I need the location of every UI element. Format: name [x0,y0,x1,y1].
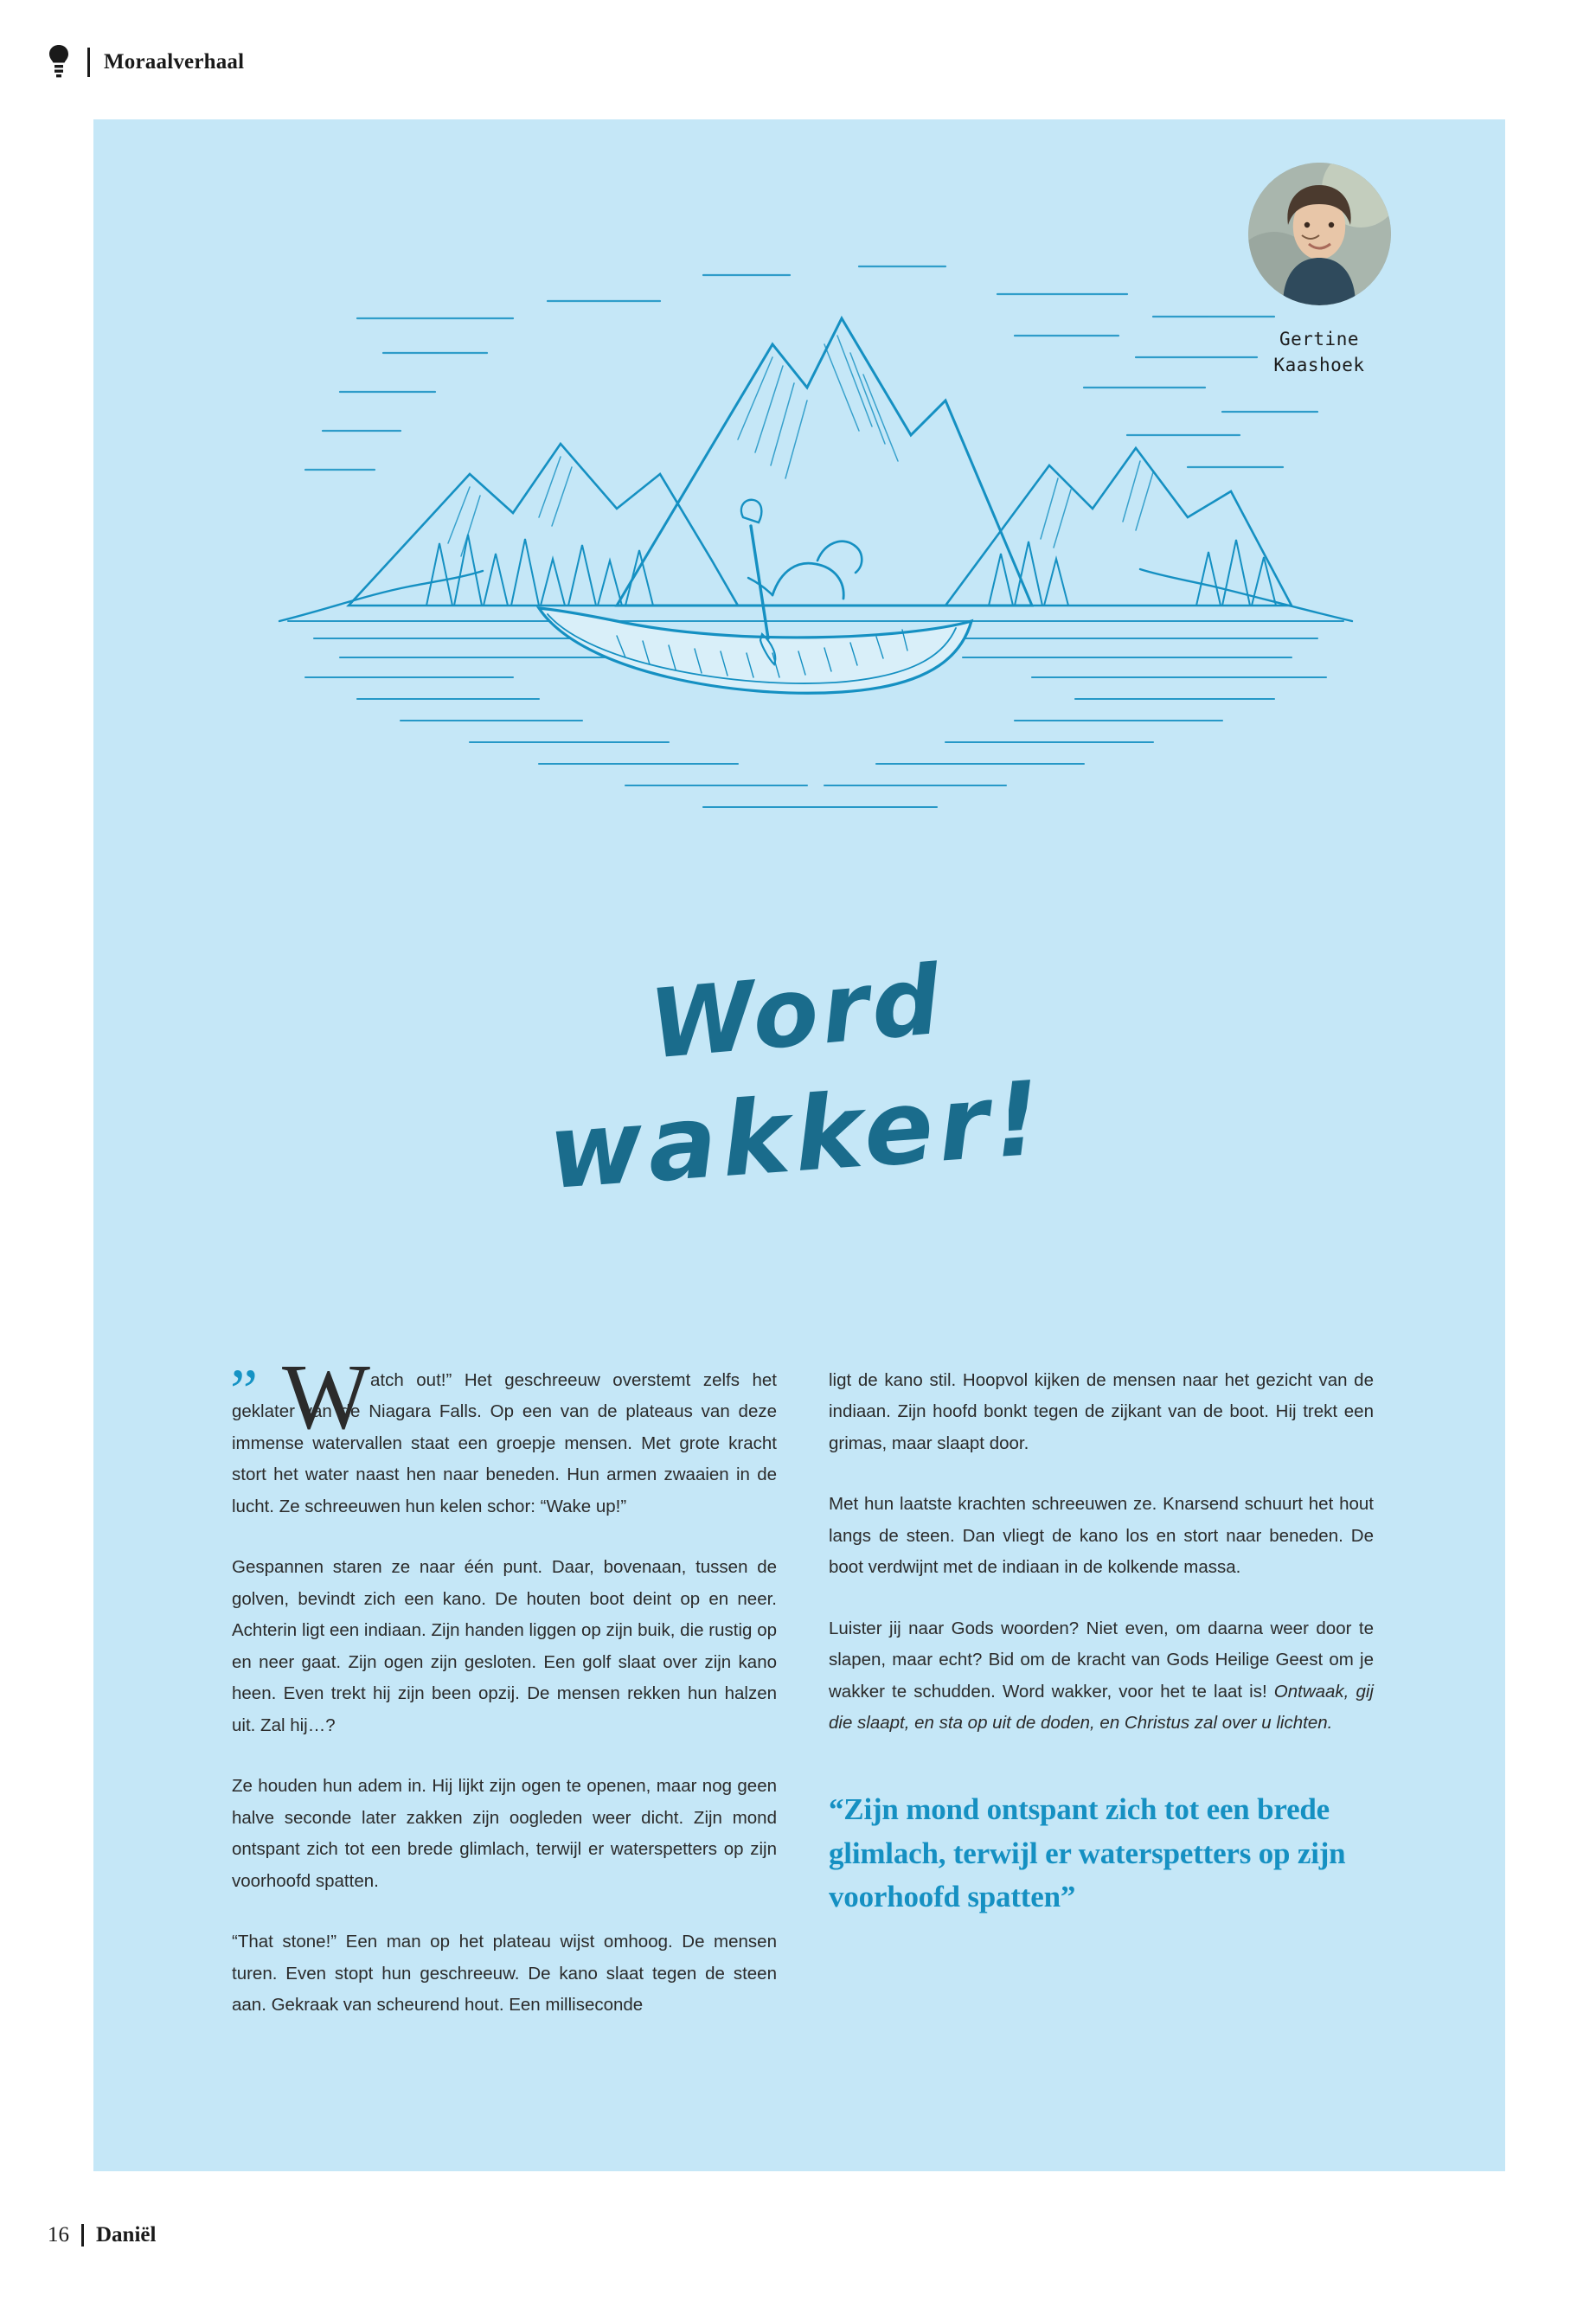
scripture-quote: Ontwaak, gij die slaapt, en sta op uit de doden, en Christus zal over u lichten. [829,1681,1374,1734]
lead-paragraph [230,1346,777,1522]
avatar [1248,163,1391,305]
paragraph: ligt de kano stil. Hoopvol kijken de mensen naar het gezicht van de indiaan. Zijn hoofd bonkt tegen de zijkant van de boot. Hij trekt een grimas, maar slaapt door. [829,1370,1374,1453]
title-line-2: wakker! [544,1058,1049,1213]
author-name: Gertine Kaashoek [1273,329,1365,375]
article-panel [93,119,1505,2171]
header-divider [87,48,90,77]
paragraph: “That stone!” Een man op het plateau wijst omhoog. De mensen turen. Even stopt hun geschreeuw. De kano slaat tegen de steen aan. Gekraak van scheurend hout. Een milliseconde [232,1932,777,2016]
paragraph-text: Luister jij naar Gods woorden? Niet even, om daarna weer door te slapen, maar echt? Bid om de kracht van Gods Heilige Geest om je wakker te schudden. Word wakker, voor het te laat is! [829,1618,1374,1702]
page-number: 16 [48,2223,69,2247]
page-header [48,42,244,83]
article-body [230,1346,1374,2022]
lightbulb-icon [48,44,70,80]
pull-quote: “Zijn mond ontspant zich tot een brede glimlach, terwijl er waterspetters op zijn voorhoofd spatten” [829,1791,1346,1914]
lead-paragraph-text: atch out!” Het geschreeuw overstemt zelfs het geklater van de Niagara Falls. Op een van de plateaus van deze immense watervallen staat een groepje mensen. Met grote kracht stort het water naast hen naar beneden. Hun armen zwaaien in de lucht. Ze schreeuwen hun kelen schor: “Wake up!” [232,1370,777,1516]
footer-divider [81,2224,84,2247]
paragraph-with-scripture [829,1613,1374,1740]
title-line-1: Word [644,944,948,1080]
page-section-title: Moraalverhaal [104,50,245,74]
paragraph: Ze houden hun adem in. Hij lijkt zijn ogen te openen, maar nog geen halve seconde later zakken zijn oogleden weer dicht. Zijn mond ontspant zich tot een brede glimlach, terwijl er waterspetters op zijn voorhoofd spatten. [232,1776,777,1891]
left-column [230,1346,777,2022]
page-footer [48,2223,156,2247]
opening-quote-mark: ” [230,1356,254,1426]
canoe-mountains-illustration [253,215,1378,855]
author-block [1220,163,1419,379]
right-column [829,1365,1374,2022]
paragraph: Met hun laatste krachten schreeuwen ze. Knarsend schuurt het hout langs de steen. Dan vliegt de kano los en stort naar beneden. De boot verdwijnt met de indiaan in de kolkende massa. [829,1494,1374,1578]
paragraph: Gespannen staren ze naar één punt. Daar, bovenaan, tussen de golven, bevindt zich een kano. De houten boot deint op en neer. Achterin ligt een indiaan. Zijn handen liggen op zijn buik, die rustig op en neer gaat. Zijn ogen zijn gesloten. Een golf slaat over zijn kano heen. Even trekt hij zijn been opzij. De mensen rekken hun halzen uit. Zal hij…? [232,1557,777,1735]
magazine-brand: Daniël [96,2223,157,2247]
drop-cap: W [282,1346,370,1449]
story-title [93,941,1505,1227]
